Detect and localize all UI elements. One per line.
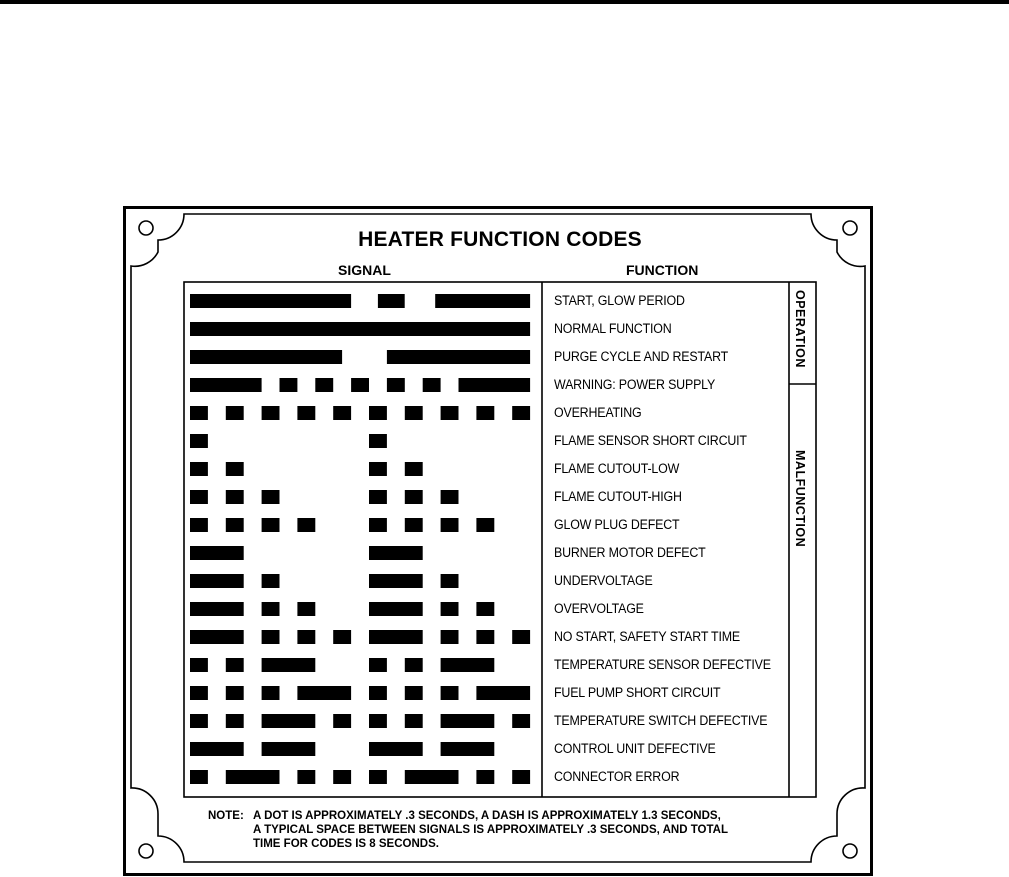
mount-hole-bottom-right bbox=[843, 844, 857, 858]
mount-hole-bottom-left bbox=[139, 844, 153, 858]
signal-dot bbox=[441, 490, 459, 504]
signal-dot bbox=[441, 574, 459, 588]
function-label: OVERHEATING bbox=[554, 405, 642, 420]
signal-dot bbox=[405, 714, 423, 728]
signal-dash bbox=[190, 350, 342, 364]
signal-dot bbox=[512, 714, 530, 728]
signal-dot bbox=[333, 630, 351, 644]
signal-dash bbox=[262, 742, 316, 756]
signal-dot bbox=[405, 686, 423, 700]
function-label: FLAME CUTOUT-LOW bbox=[554, 461, 680, 476]
signal-dash bbox=[190, 574, 244, 588]
signal-dot bbox=[387, 378, 405, 392]
signal-dash bbox=[190, 546, 244, 560]
signal-dot bbox=[369, 518, 387, 532]
signal-dot bbox=[190, 406, 208, 420]
signal-dash bbox=[190, 742, 244, 756]
signal-dash bbox=[190, 602, 244, 616]
function-label: UNDERVOLTAGE bbox=[554, 573, 653, 588]
signal-dash bbox=[369, 630, 423, 644]
signal-dot bbox=[441, 602, 459, 616]
operation-side-label: OPERATION bbox=[793, 290, 807, 368]
signal-dot bbox=[441, 406, 459, 420]
signal-dot bbox=[297, 518, 315, 532]
signal-dot bbox=[190, 490, 208, 504]
signal-dash bbox=[190, 322, 530, 336]
signal-dash bbox=[262, 658, 316, 672]
signal-dot bbox=[190, 518, 208, 532]
signal-dot bbox=[333, 770, 351, 784]
signal-dash bbox=[387, 350, 530, 364]
function-label: BURNER MOTOR DEFECT bbox=[554, 545, 706, 560]
inner-outline bbox=[131, 214, 865, 862]
signal-dash bbox=[378, 294, 405, 308]
signal-dash bbox=[405, 770, 459, 784]
signal-dot bbox=[190, 714, 208, 728]
signal-dot bbox=[423, 378, 441, 392]
signal-dot bbox=[226, 406, 244, 420]
function-label: START, GLOW PERIOD bbox=[554, 293, 685, 308]
page-title: HEATER FUNCTION CODES bbox=[358, 228, 642, 251]
function-label: OVERVOLTAGE bbox=[554, 601, 644, 616]
signal-dot bbox=[476, 518, 494, 532]
function-label: TEMPERATURE SWITCH DEFECTIVE bbox=[554, 713, 768, 728]
signal-dash bbox=[190, 294, 351, 308]
signal-dash bbox=[369, 602, 423, 616]
signal-dash bbox=[190, 630, 244, 644]
note-line-2: A TYPICAL SPACE BETWEEN SIGNALS IS APPROXIMATELY .3 SECONDS, AND TOTAL bbox=[253, 824, 728, 836]
function-label: FLAME SENSOR SHORT CIRCUIT bbox=[554, 433, 747, 448]
signal-dot bbox=[512, 406, 530, 420]
signal-dot bbox=[262, 490, 280, 504]
signal-dash bbox=[297, 686, 351, 700]
signal-dot bbox=[512, 770, 530, 784]
signal-dot bbox=[476, 602, 494, 616]
signal-dash bbox=[441, 742, 495, 756]
function-label: CONTROL UNIT DEFECTIVE bbox=[554, 741, 716, 756]
function-label: GLOW PLUG DEFECT bbox=[554, 517, 680, 532]
signal-dot bbox=[315, 378, 333, 392]
signal-patterns bbox=[190, 294, 530, 784]
signal-dash bbox=[441, 714, 495, 728]
signal-dot bbox=[297, 770, 315, 784]
signal-dot bbox=[262, 686, 280, 700]
signal-dot bbox=[297, 602, 315, 616]
signal-column-header: SIGNAL bbox=[338, 262, 391, 278]
signal-dot bbox=[369, 714, 387, 728]
signal-dash bbox=[190, 378, 262, 392]
note-line-1: A DOT IS APPROXIMATELY .3 SECONDS, A DASH IS APPROXIMATELY 1.3 SECONDS, bbox=[253, 810, 721, 822]
signal-dash bbox=[262, 714, 316, 728]
signal-dot bbox=[369, 686, 387, 700]
signal-dot bbox=[262, 574, 280, 588]
signal-dot bbox=[351, 378, 369, 392]
signal-dot bbox=[226, 658, 244, 672]
signal-dot bbox=[226, 686, 244, 700]
signal-dash bbox=[369, 742, 423, 756]
signal-dot bbox=[369, 406, 387, 420]
malfunction-side-label: MALFUNCTION bbox=[793, 450, 807, 548]
signal-dot bbox=[369, 462, 387, 476]
signal-dot bbox=[369, 490, 387, 504]
function-label: PURGE CYCLE AND RESTART bbox=[554, 349, 729, 364]
note-line-3: TIME FOR CODES IS 8 SECONDS. bbox=[253, 838, 439, 850]
signal-dot bbox=[226, 518, 244, 532]
signal-dot bbox=[441, 686, 459, 700]
signal-dot bbox=[476, 406, 494, 420]
function-label: NORMAL FUNCTION bbox=[554, 321, 672, 336]
signal-dot bbox=[369, 434, 387, 448]
signal-dot bbox=[405, 406, 423, 420]
function-column-header: FUNCTION bbox=[626, 262, 699, 278]
signal-dot bbox=[297, 630, 315, 644]
signal-dot bbox=[369, 658, 387, 672]
function-label: FLAME CUTOUT-HIGH bbox=[554, 489, 682, 504]
signal-dot bbox=[476, 630, 494, 644]
function-label: NO START, SAFETY START TIME bbox=[554, 629, 740, 644]
signal-dot bbox=[226, 462, 244, 476]
signal-dot bbox=[262, 630, 280, 644]
signal-dot bbox=[190, 770, 208, 784]
signal-dot bbox=[190, 462, 208, 476]
signal-dot bbox=[405, 658, 423, 672]
signal-dash bbox=[226, 770, 280, 784]
function-label: CONNECTOR ERROR bbox=[554, 769, 680, 784]
signal-dot bbox=[405, 462, 423, 476]
signal-dot bbox=[512, 630, 530, 644]
signal-dash bbox=[369, 546, 423, 560]
signal-dot bbox=[297, 406, 315, 420]
signal-dot bbox=[190, 658, 208, 672]
signal-dash bbox=[435, 294, 530, 308]
note-prefix: NOTE: bbox=[208, 810, 244, 822]
signal-dot bbox=[476, 770, 494, 784]
signal-dash bbox=[369, 574, 423, 588]
signal-dot bbox=[333, 406, 351, 420]
signal-dot bbox=[226, 714, 244, 728]
signal-dash bbox=[476, 686, 530, 700]
signal-dot bbox=[226, 490, 244, 504]
signal-dot bbox=[405, 518, 423, 532]
signal-dot bbox=[441, 630, 459, 644]
signal-dot bbox=[333, 714, 351, 728]
signal-dot bbox=[405, 490, 423, 504]
signal-dot bbox=[262, 518, 280, 532]
function-label: TEMPERATURE SENSOR DEFECTIVE bbox=[554, 657, 771, 672]
signal-dot bbox=[190, 434, 208, 448]
signal-dot bbox=[190, 686, 208, 700]
signal-dash bbox=[441, 658, 495, 672]
signal-dot bbox=[262, 406, 280, 420]
signal-dot bbox=[441, 518, 459, 532]
function-label: FUEL PUMP SHORT CIRCUIT bbox=[554, 685, 721, 700]
signal-dot bbox=[262, 602, 280, 616]
function-label: WARNING: POWER SUPPLY bbox=[554, 377, 716, 392]
signal-dot bbox=[280, 378, 298, 392]
signal-dash bbox=[459, 378, 531, 392]
signal-dot bbox=[369, 770, 387, 784]
